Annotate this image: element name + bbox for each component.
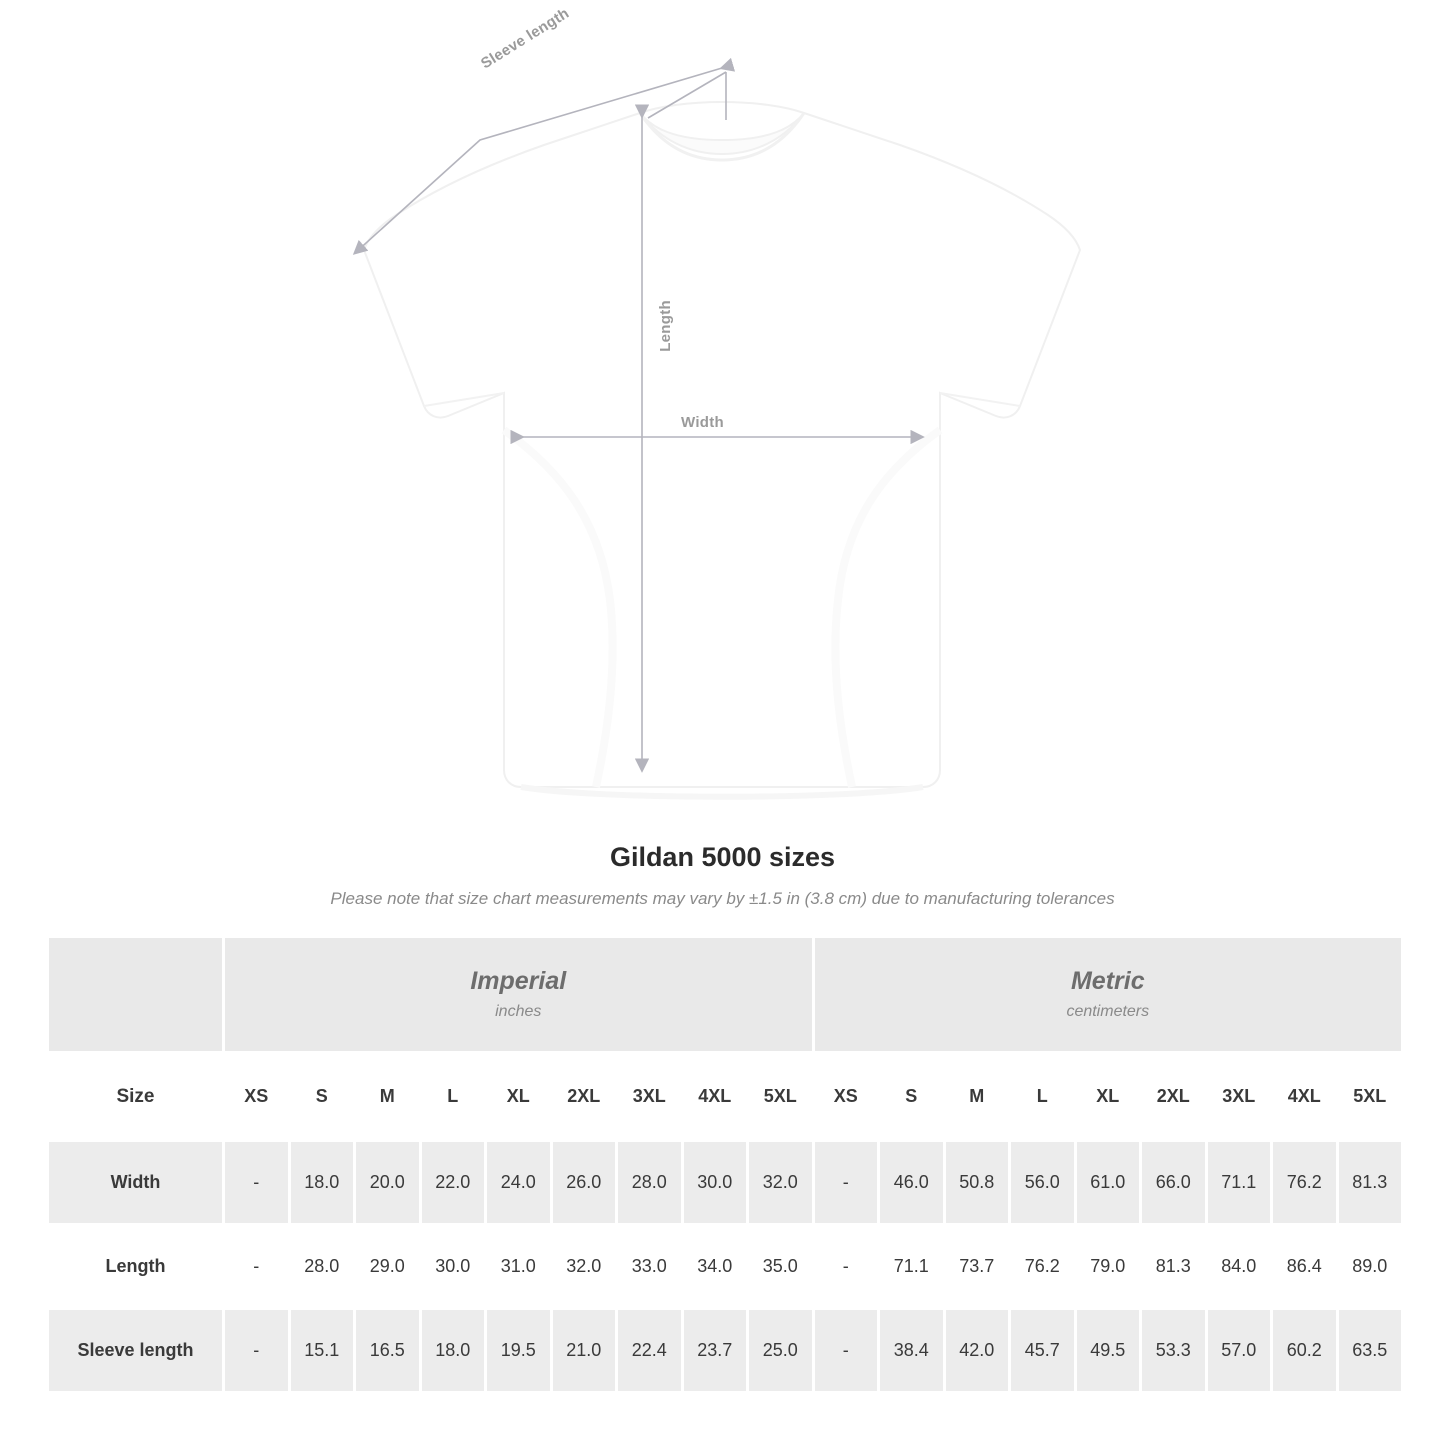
measurement-cell-metric: 50.8 (944, 1141, 1010, 1225)
size-header-cell-imperial: XS (224, 1053, 290, 1141)
measurement-cell-imperial: 31.0 (486, 1225, 552, 1309)
measurement-cell-metric: 71.1 (879, 1225, 945, 1309)
measurement-cell-imperial: 18.0 (289, 1141, 355, 1225)
measurement-cell-imperial: 35.0 (748, 1225, 814, 1309)
measurement-cell-metric: 79.0 (1075, 1225, 1141, 1309)
size-header-label: Size (48, 1053, 224, 1141)
measurement-cell-metric: 73.7 (944, 1225, 1010, 1309)
measurement-cell-metric: - (813, 1225, 879, 1309)
measurement-cell-metric: 57.0 (1206, 1309, 1272, 1393)
measurement-cell-metric: 38.4 (879, 1309, 945, 1393)
size-header-cell-imperial: L (420, 1053, 486, 1141)
unit-row-spacer (48, 937, 224, 1053)
measurement-cell-imperial: 29.0 (355, 1225, 421, 1309)
measurement-cell-metric: 49.5 (1075, 1309, 1141, 1393)
measurement-cell-metric: 45.7 (1010, 1309, 1076, 1393)
unit-group-sub: centimeters (1066, 1002, 1150, 1020)
measurement-cell-imperial: - (224, 1141, 290, 1225)
sleeve-length-label: Sleeve length (478, 4, 573, 73)
size-header-cell-metric: 5XL (1337, 1053, 1403, 1141)
measurement-cell-imperial: 30.0 (682, 1141, 748, 1225)
page-title: Gildan 5000 sizes (609, 842, 836, 872)
measurement-cell-metric: 42.0 (944, 1309, 1010, 1393)
measurement-cell-metric: 81.3 (1141, 1225, 1207, 1309)
size-header-cell-metric: XL (1075, 1053, 1141, 1141)
tshirt-shape (364, 102, 1080, 797)
measurement-cell-metric: 81.3 (1337, 1141, 1403, 1225)
measurement-cell-metric: 71.1 (1206, 1141, 1272, 1225)
measurement-cell-imperial: 34.0 (682, 1225, 748, 1309)
measurement-cell-imperial: - (224, 1225, 290, 1309)
measurement-cell-metric: 53.3 (1141, 1309, 1207, 1393)
measurement-cell-imperial: 26.0 (551, 1141, 617, 1225)
measurement-label: Sleeve length (48, 1309, 224, 1393)
measurement-cell-imperial: 16.5 (355, 1309, 421, 1393)
measurement-cell-imperial: 18.0 (420, 1309, 486, 1393)
measurement-cell-metric: 89.0 (1337, 1225, 1403, 1309)
size-header-cell-metric: S (879, 1053, 945, 1141)
size-header-cell-metric: L (1010, 1053, 1076, 1141)
measurement-cell-imperial: 20.0 (355, 1141, 421, 1225)
measurement-cell-imperial: 15.1 (289, 1309, 355, 1393)
measurement-cell-metric: 76.2 (1010, 1225, 1076, 1309)
size-table-wrap (46, 935, 1399, 1394)
measurement-cell-imperial: 23.7 (682, 1309, 748, 1393)
size-header-cell-imperial: 5XL (748, 1053, 814, 1141)
measurement-label: Length (48, 1225, 224, 1309)
unit-group-header (224, 937, 814, 1053)
measurement-cell-imperial: 22.0 (420, 1141, 486, 1225)
tolerance-note: Please note that size chart measurements may vary by ±1.5 in (3.8 cm) due to manufacturing tolerances (330, 889, 1115, 908)
size-header-cell-metric: 2XL (1141, 1053, 1207, 1141)
measurement-cell-metric: 76.2 (1272, 1141, 1338, 1225)
measurement-cell-metric: 86.4 (1272, 1225, 1338, 1309)
size-header-row (48, 1053, 1403, 1141)
measurement-cell-imperial: 32.0 (748, 1141, 814, 1225)
unit-group-name: Metric (1070, 967, 1145, 996)
measurement-label: Width (48, 1141, 224, 1225)
measurement-cell-imperial: 19.5 (486, 1309, 552, 1393)
unit-group-name: Imperial (470, 967, 567, 996)
measurement-cell-metric: 60.2 (1272, 1309, 1338, 1393)
size-header-cell-metric: 3XL (1206, 1053, 1272, 1141)
measurement-cell-metric: - (813, 1309, 879, 1393)
table-row (48, 1309, 1403, 1393)
measurement-cell-imperial: 22.4 (617, 1309, 683, 1393)
size-header-cell-imperial: 4XL (682, 1053, 748, 1141)
measurement-cell-imperial: - (224, 1309, 290, 1393)
measurement-cell-metric: 56.0 (1010, 1141, 1076, 1225)
size-header-cell-metric: 4XL (1272, 1053, 1338, 1141)
size-header-cell-imperial: S (289, 1053, 355, 1141)
measurement-cell-metric: 63.5 (1337, 1309, 1403, 1393)
measurement-cell-imperial: 24.0 (486, 1141, 552, 1225)
size-header-cell-imperial: 3XL (617, 1053, 683, 1141)
table-row (48, 1141, 1403, 1225)
measurement-cell-metric: 84.0 (1206, 1225, 1272, 1309)
measurement-cell-imperial: 25.0 (748, 1309, 814, 1393)
measurement-cell-imperial: 28.0 (617, 1141, 683, 1225)
width-label: Width (681, 414, 725, 431)
table-row (48, 1225, 1403, 1309)
size-header-cell-metric: M (944, 1053, 1010, 1141)
measurement-cell-imperial: 21.0 (551, 1309, 617, 1393)
measurement-cell-metric: 61.0 (1075, 1141, 1141, 1225)
measurement-cell-metric: - (813, 1141, 879, 1225)
length-label: Length (657, 300, 674, 352)
size-header-cell-imperial: 2XL (551, 1053, 617, 1141)
measurement-cell-imperial: 32.0 (551, 1225, 617, 1309)
size-table (46, 935, 1404, 1394)
unit-group-row (48, 937, 1403, 1053)
measurement-cell-imperial: 30.0 (420, 1225, 486, 1309)
measurement-cell-metric: 46.0 (879, 1141, 945, 1225)
unit-group-header (813, 937, 1403, 1053)
measurement-cell-imperial: 33.0 (617, 1225, 683, 1309)
unit-group-sub: inches (495, 1002, 542, 1020)
measurement-cell-imperial: 28.0 (289, 1225, 355, 1309)
measurement-cell-metric: 66.0 (1141, 1141, 1207, 1225)
chart-heading (0, 842, 1445, 909)
size-header-cell-imperial: XL (486, 1053, 552, 1141)
size-header-cell-metric: XS (813, 1053, 879, 1141)
size-header-cell-imperial: M (355, 1053, 421, 1141)
